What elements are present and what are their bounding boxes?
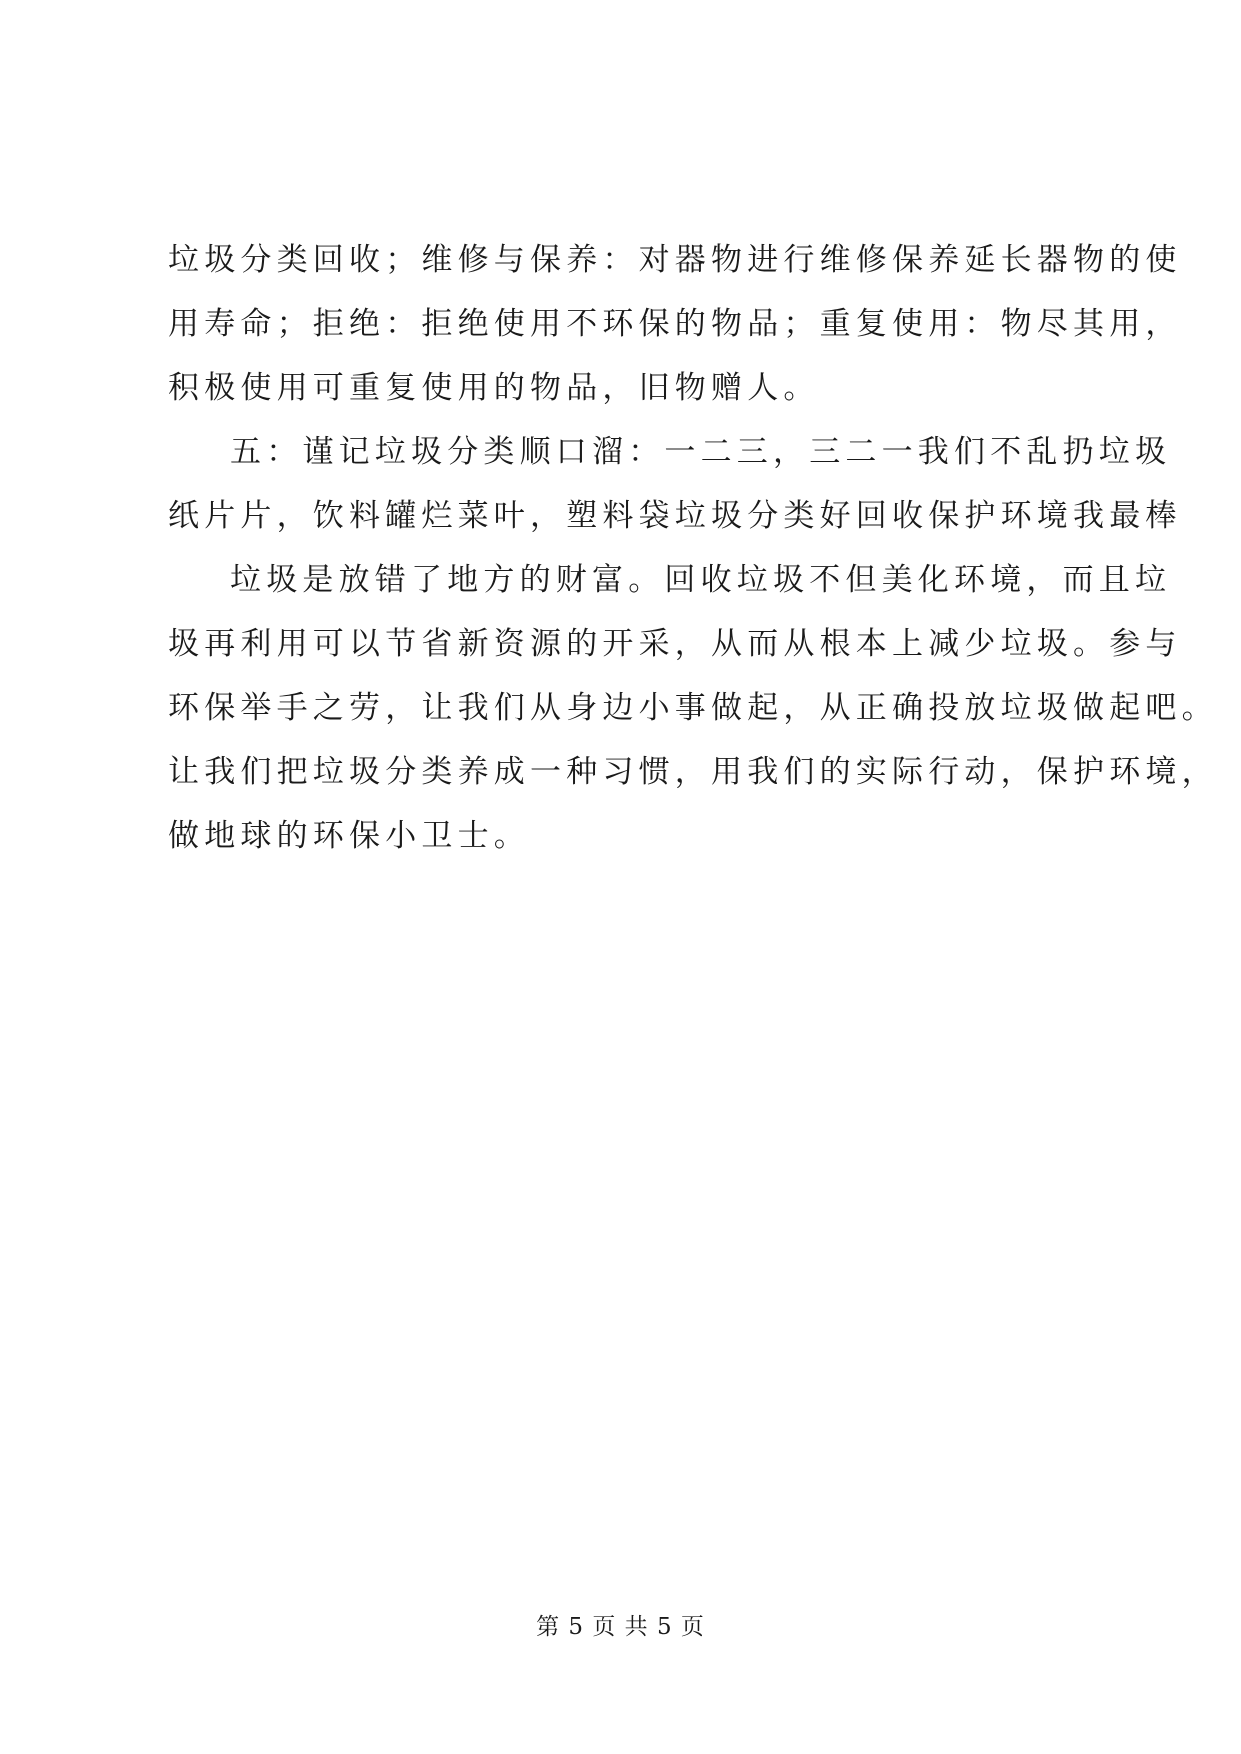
text-line: 圾再利用可以节省新资源的开采，从而从根本上减少垃圾。参与 [168,626,1182,662]
page-number: 第 5 页 共 5 页 [536,1614,705,1640]
text-line: 垃圾分类回收；维修与保养：对器物进行维修保养延长器物的使 [168,242,1182,278]
text-line: 积极使用可重复使用的物品，旧物赠人。 [168,370,820,406]
document-body [168,228,1218,868]
text-line: 让我们把垃圾分类养成一种习惯，用我们的实际行动，保护环境， [168,754,1218,790]
text-line: 做地球的环保小卫士。 [168,818,530,854]
text-line: 纸片片，饮料罐烂菜叶，塑料袋垃圾分类好回收保护环境我最棒 [168,498,1182,534]
text-line: 五：谨记垃圾分类顺口溜：一二三，三二一我们不乱扔垃圾 [230,434,1172,470]
text-line: 用寿命；拒绝：拒绝使用不环保的物品；重复使用：物尽其用， [168,306,1182,342]
text-line: 垃圾是放错了地方的财富。回收垃圾不但美化环境，而且垃 [230,562,1172,598]
text-line: 环保举手之劳，让我们从身边小事做起，从正确投放垃圾做起吧。 [168,690,1218,726]
